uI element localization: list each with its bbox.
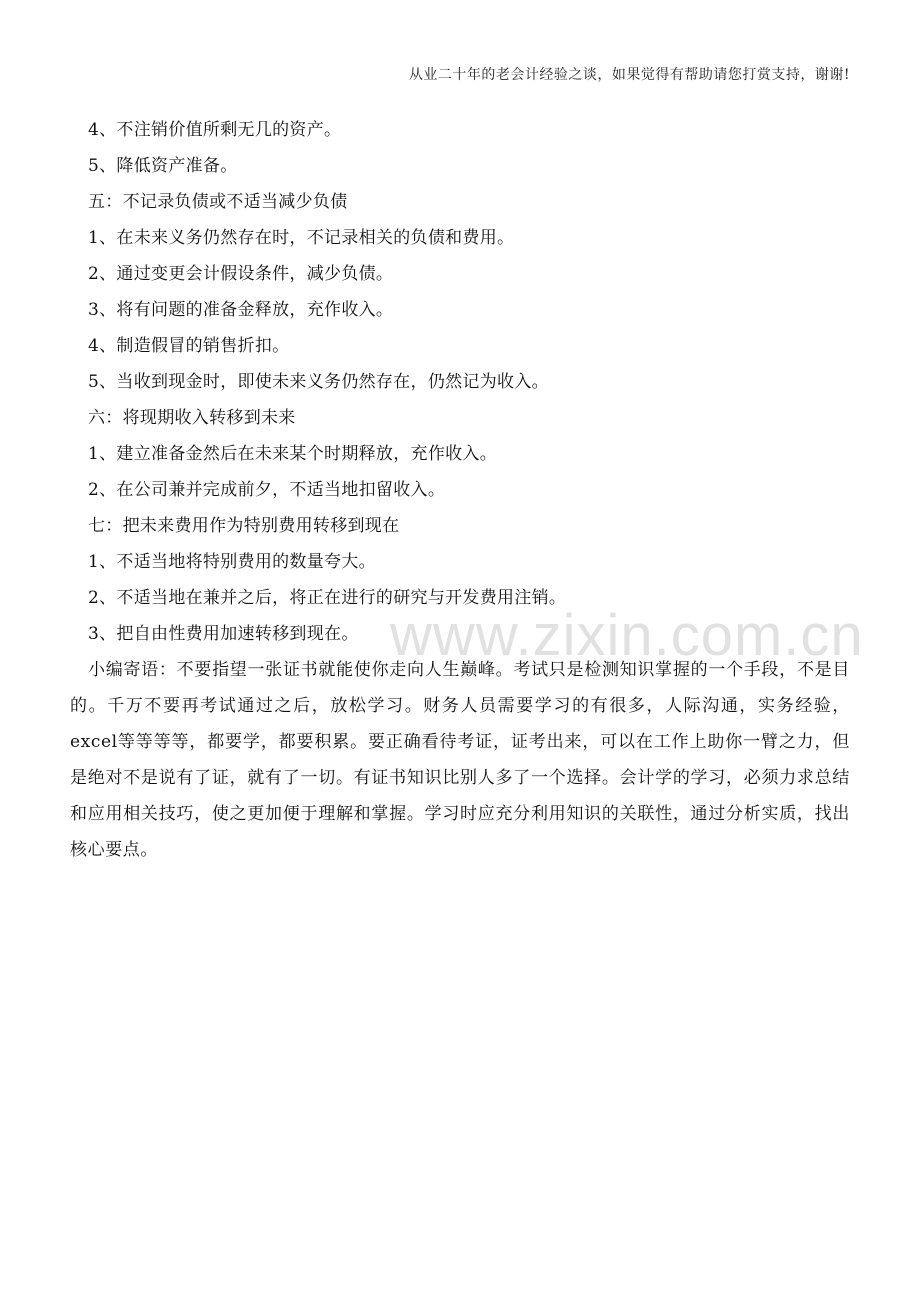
list-item: 1、不适当地将特别费用的数量夸大。 — [88, 552, 376, 572]
list-item: 3、把自由性费用加速转移到现在。 — [88, 624, 359, 644]
list-item: 3、将有问题的准备金释放，充作收入。 — [88, 300, 394, 320]
header-note: 从业二十年的老会计经验之谈，如果觉得有帮助请您打赏支持，谢谢! — [408, 67, 850, 83]
list-item: 2、不适当地在兼并之后，将正在进行的研究与开发费用注销。 — [88, 588, 567, 608]
section-heading: 六：将现期收入转移到未来 — [88, 408, 296, 428]
list-item: 5、降低资产准备。 — [88, 156, 238, 176]
section-heading: 五：不记录负债或不适当减少负债 — [88, 192, 348, 212]
list-item: 5、当收到现金时，即使未来义务仍然存在，仍然记为收入。 — [88, 372, 549, 392]
list-item: 2、通过变更会计假设条件，减少负债。 — [88, 264, 394, 284]
document-body — [70, 112, 850, 868]
section-heading: 七：把未来费用作为特别费用转移到现在 — [88, 516, 400, 536]
list-item: 1、在未来义务仍然存在时，不记录相关的负债和费用。 — [88, 228, 515, 248]
list-item: 2、在公司兼并完成前夕，不适当地扣留收入。 — [88, 480, 446, 500]
closing-paragraph: 小编寄语：不要指望一张证书就能使你走向人生巅峰。考试只是检测知识掌握的一个手段，不是目的。千万不要再考试通过之后，放松学习。财务人员需要学习的有很多，人际沟通，实务经验，excel等等等等，都要学，都要积累。要正确看待考证，证考出来，可以在工作上助你一臂之力，但是绝对不是说有了证，就有了一切。有证书知识比别人多了一个选择。会计学的学习，必须力求总结和应用相关技巧，使之更加便于理解和掌握。学习时应充分利用知识的关联性，通过分析实质，找出核心要点。 — [70, 660, 850, 860]
list-item: 4、不注销价值所剩无几的资产。 — [88, 120, 342, 140]
list-item: 4、制造假冒的销售折扣。 — [88, 336, 290, 356]
list-item: 1、建立准备金然后在未来某个时期释放，充作收入。 — [88, 444, 498, 464]
watermark: www.zixin.com.cn — [390, 603, 864, 668]
